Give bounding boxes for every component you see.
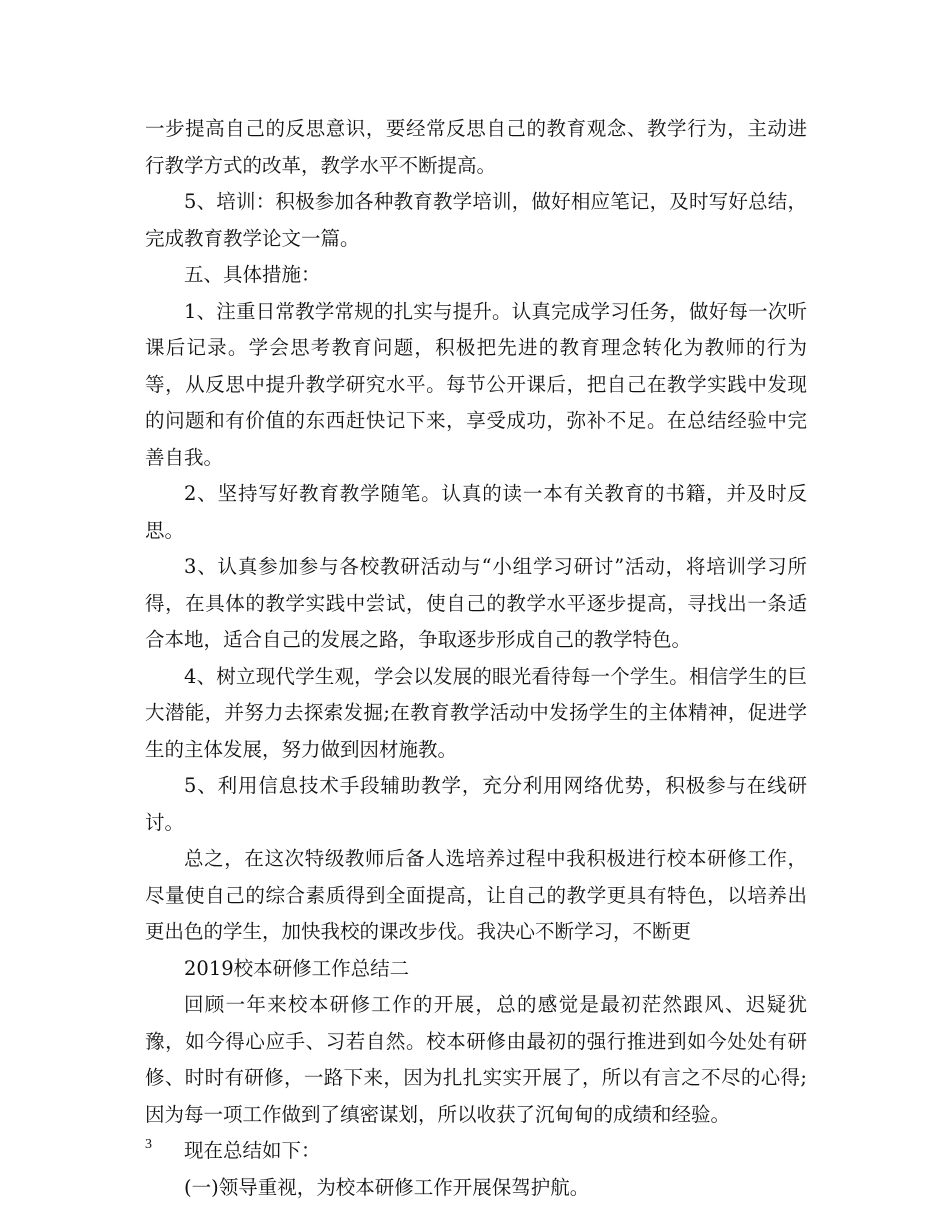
paragraph-measure-4: 4、树立现代学生观，学会以发展的眼光看待每一个学生。相信学生的巨大潜能，并努力去探索发掘;在教育教学活动中发扬学生的主体精神，促进学生的主体发展，努力做到因材施教。 bbox=[145, 664, 807, 761]
page-number: 3 bbox=[145, 1137, 152, 1152]
document-body bbox=[145, 111, 807, 1206]
paragraph-measure-2: 2、坚持写好教育教学随笔。认真的读一本有关教育的书籍，并及时反思。 bbox=[145, 482, 807, 542]
section-title-summary-two: 2019校本研修工作总结二 bbox=[184, 956, 410, 980]
paragraph-summary: 总之，在这次特级教师后备人选培养过程中我积极进行校本研修工作，尽量使自己的综合素质得到全面提高，让自己的教学更具有特色，以培养出更出色的学生，加快我校的课改步伐。我决心不断学习，不断更 bbox=[145, 847, 807, 943]
paragraph-leadership: (一)领导重视，为校本研修工作开展保驾护航。 bbox=[184, 1175, 590, 1199]
paragraph-review: 回顾一年来校本研修工作的开展，总的感觉是最初茫然跟风、迟疑犹豫，如今得心应手、习若自然。校本研修由最初的强行推进到如今处处有研修、时时有研修，一路下来，因为扎扎实实开展了，所以有言之不尽的心得;因为每一项工作做到了缜密谋划，所以收获了沉甸甸的成绩和经验。 bbox=[145, 993, 807, 1126]
paragraph-measure-5: 5、利用信息技术手段辅助教学，充分利用网络优势，积极参与在线研讨。 bbox=[145, 774, 807, 834]
paragraph-measure-1: 1、注重日常教学常规的扎实与提升。认真完成学习任务，做好每一次听课后记录。学会思考教育问题，积极把先进的教育理念转化为教师的行为等，从反思中提升教学研究水平。每节公开课后，把自己在教学实践中发现的问题和有价值的东西赶快记下来，享受成功，弥补不足。在总结经验中完善自我。 bbox=[145, 299, 807, 469]
section-heading-measures: 五、具体措施： bbox=[184, 263, 321, 286]
paragraph-summary-intro: 现在总结如下： bbox=[184, 1139, 321, 1162]
paragraph-training: 5、培训：积极参加各种教育教学培训，做好相应笔记，及时写好总结，完成教育教学论文一篇。 bbox=[145, 190, 807, 250]
paragraph-reflection-continued: 一步提高自己的反思意识，要经常反思自己的教育观念、教学行为，主动进行教学方式的改革，教学水平不断提高。 bbox=[145, 117, 807, 177]
paragraph-measure-3: 3、认真参加参与各校教研活动与“小组学习研讨”活动，将培训学习所得，在具体的教学实践中尝试，使自己的教学水平逐步提高，寻找出一条适合本地，适合自己的发展之路，争取逐步形成自己的教学特色。 bbox=[145, 555, 807, 651]
